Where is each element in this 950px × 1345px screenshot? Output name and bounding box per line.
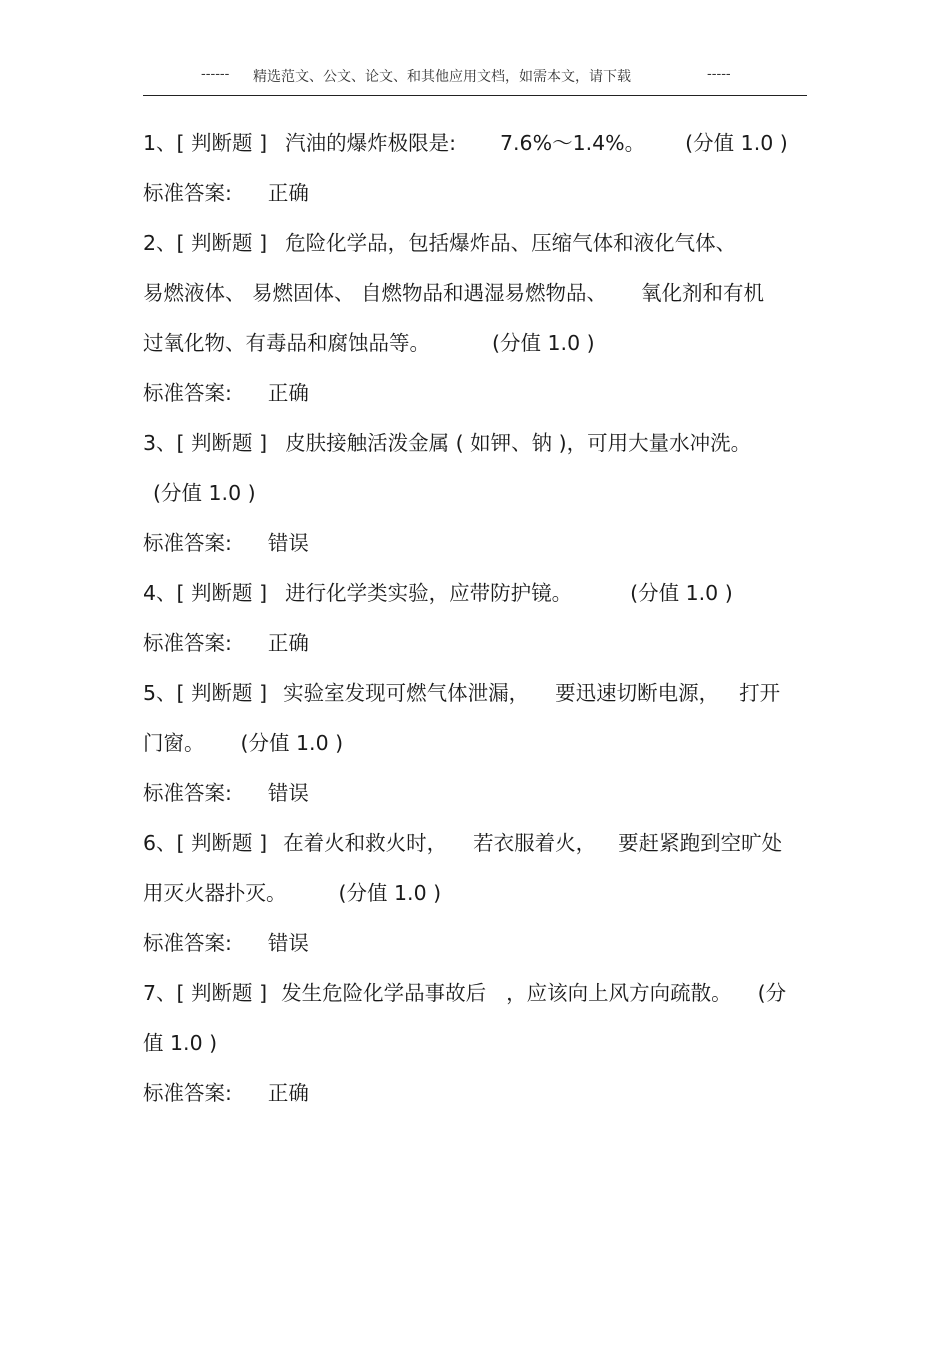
answer-label: 标准答案: bbox=[143, 781, 232, 805]
answer-value: 正确 bbox=[267, 381, 309, 405]
answer-label: 标准答案: bbox=[143, 631, 232, 655]
question-number: 6、 bbox=[143, 831, 177, 855]
question-score: (分 bbox=[757, 981, 787, 1005]
answer-6 bbox=[143, 918, 807, 968]
question-text: 皮肤接触活泼金属 ( 如钾、钠 )，可用大量水冲洗。 bbox=[285, 431, 752, 455]
question-text: ，应该向上风方向疏散。 bbox=[506, 981, 732, 1005]
header-text: 精选范文、公文、论文、和其他应用文档，如需本文，请下载 bbox=[253, 69, 631, 85]
answer-value: 错误 bbox=[267, 781, 309, 805]
answer-1 bbox=[143, 168, 807, 218]
answer-value: 错误 bbox=[267, 931, 309, 955]
question-6-cont bbox=[143, 868, 807, 918]
question-3 bbox=[143, 418, 807, 468]
answer-label: 标准答案: bbox=[143, 181, 232, 205]
answer-label: 标准答案: bbox=[143, 381, 232, 405]
question-text: 用灭火器扑灭。 bbox=[143, 881, 287, 905]
question-text: 门窗。 bbox=[143, 731, 205, 755]
question-list bbox=[143, 118, 807, 1118]
question-number: 5、 bbox=[143, 681, 177, 705]
question-type: [ 判断题 ] bbox=[176, 681, 268, 705]
question-text: 危险化学品，包括爆炸品、压缩气体和液化气体、 bbox=[285, 231, 737, 255]
question-score: (分值 1.0 ) bbox=[240, 731, 344, 755]
question-number: 4、 bbox=[143, 581, 177, 605]
question-7-cont bbox=[143, 1018, 807, 1068]
question-2-cont bbox=[143, 318, 807, 368]
answer-label: 标准答案: bbox=[143, 931, 232, 955]
question-6 bbox=[143, 818, 807, 868]
question-4 bbox=[143, 568, 807, 618]
question-number: 3、 bbox=[143, 431, 177, 455]
answer-label: 标准答案: bbox=[143, 531, 232, 555]
question-text: 进行化学类实验，应带防护镜。 bbox=[285, 581, 573, 605]
question-score: (分值 1.0 ) bbox=[153, 481, 256, 505]
question-text: 易燃液体、 易燃固体、 自燃物品和遇湿易燃物品、 bbox=[143, 281, 608, 305]
header-dash-left: ------ bbox=[201, 66, 230, 82]
question-2 bbox=[143, 218, 807, 268]
question-5 bbox=[143, 668, 807, 718]
question-3-cont bbox=[143, 468, 807, 518]
question-text: 要迅速切断电源， bbox=[555, 681, 720, 705]
answer-5 bbox=[143, 768, 807, 818]
question-text: 打开 bbox=[739, 681, 781, 705]
answer-value: 正确 bbox=[267, 631, 309, 655]
question-type: [ 判断题 ] bbox=[176, 831, 268, 855]
answer-2 bbox=[143, 368, 807, 418]
header-dash-right: ----- bbox=[707, 66, 731, 82]
question-number: 1、 bbox=[143, 131, 177, 155]
question-text: 要赶紧跑到空旷处 bbox=[618, 831, 783, 855]
question-7 bbox=[143, 968, 807, 1018]
question-score: (分值 1.0 ) bbox=[492, 331, 595, 355]
question-type: [ 判断题 ] bbox=[176, 431, 268, 455]
header-rule bbox=[143, 95, 807, 96]
question-score: 值 1.0 ) bbox=[143, 1031, 218, 1055]
question-score: (分值 1.0 ) bbox=[338, 881, 442, 905]
answer-4 bbox=[143, 618, 807, 668]
question-text: 在着火和救火时， bbox=[283, 831, 448, 855]
question-text: 若衣服着火， bbox=[473, 831, 597, 855]
answer-label: 标准答案: bbox=[143, 1081, 232, 1105]
question-5-cont bbox=[143, 718, 807, 768]
question-type: [ 判断题 ] bbox=[176, 581, 268, 605]
question-text: 过氧化物、有毒品和腐蚀品等。 bbox=[143, 331, 430, 355]
question-score: (分值 1.0 ) bbox=[630, 581, 733, 605]
question-number: 7、 bbox=[143, 981, 177, 1005]
question-type: [ 判断题 ] bbox=[176, 131, 268, 155]
question-text: 发生危险化学品事故后 bbox=[281, 981, 487, 1005]
question-type: [ 判断题 ] bbox=[176, 981, 268, 1005]
question-type: [ 判断题 ] bbox=[176, 231, 268, 255]
question-text: 实验室发现可燃气体泄漏， bbox=[283, 681, 530, 705]
answer-3 bbox=[143, 518, 807, 568]
question-text: 7.6%～1.4%。 bbox=[499, 131, 646, 155]
question-text: 氧化剂和有机 bbox=[641, 281, 765, 305]
question-text: 汽油的爆炸极限是: bbox=[285, 131, 456, 155]
question-2-cont bbox=[143, 268, 807, 318]
answer-value: 正确 bbox=[267, 1081, 309, 1105]
answer-value: 错误 bbox=[267, 531, 309, 555]
question-1 bbox=[143, 118, 807, 168]
answer-7 bbox=[143, 1068, 807, 1118]
question-number: 2、 bbox=[143, 231, 177, 255]
question-score: (分值 1.0 ) bbox=[685, 131, 788, 155]
answer-value: 正确 bbox=[267, 181, 309, 205]
